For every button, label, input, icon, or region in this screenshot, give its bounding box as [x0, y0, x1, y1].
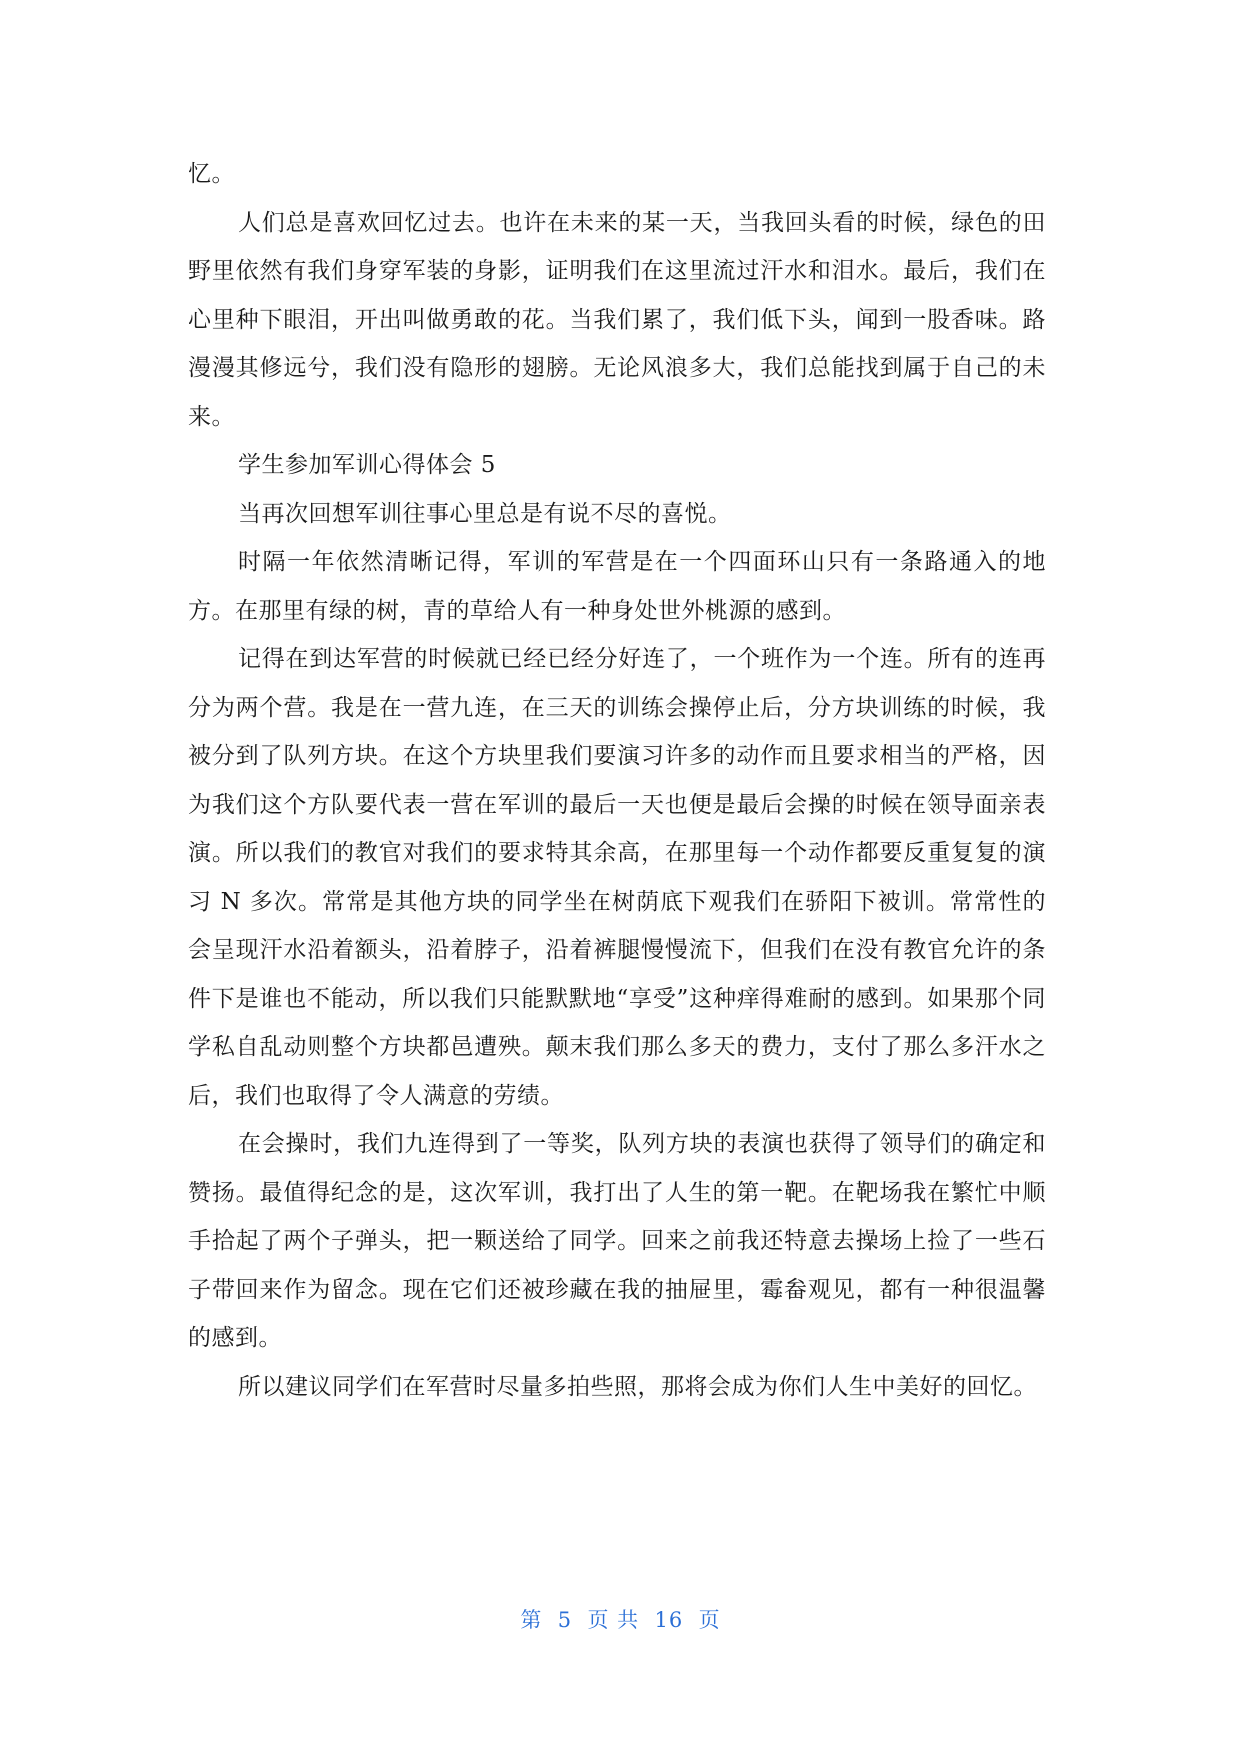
paragraph-recall-past: 人们总是喜欢回忆过去。也许在未来的某一天，当我回头看的时候，绿色的田野里依然有我们身穿军装的身影，证明我们在这里流过汗水和泪水。最后，我们在心里种下眼泪，开出叫做勇敢的花。当我们累了，我们低下头，闻到一股香味。路漫漫其修远兮，我们没有隐形的翅膀。无论风浪多大，我们总能找到属于自己的未来。 [188, 209, 1046, 430]
paragraph-award: 在会操时，我们九连得到了一等奖，队列方块的表演也获得了领导们的确定和赞扬。最值得纪念的是，这次军训，我打出了人生的第一靶。在靶场我在繁忙中顺手拾起了两个子弹头，把一颗送给了同学。回来之前我还特意去操场上捡了一些石子带回来作为留念。现在它们还被珍藏在我的抽屉里，霉畚观见，都有一种很温馨的感到。 [188, 1131, 1046, 1351]
section-heading: 学生参加军训心得体会 5 [238, 452, 496, 478]
paragraph-camp-location: 时隔一年依然清晰记得，军训的军营是在一个四面环山只有一条路通入的地方。在那里有绿的树，青的草给人有一种身处世外桃源的感到。 [188, 549, 1046, 624]
paragraph-training: 记得在到达军营的时候就已经已经分好连了，一个班作为一个连。所有的连再分为两个营。我是在一营九连，在三天的训练会操停止后，分方块训练的时候，我被分到了队列方块。在这个方块里我们要演习许多的动作而且要求相当的严格，因为我们这个方队要代表一营在军训的最后一天也便是最后会操的时候在领导面亲表演。所以我们的教官对我们的要求特其余高，在那里每一个动作都要反重复复的演习 N 多次。常常是其他方块的同学坐在树荫底下观我们在骄阳下被训。常常性的会呈现汗水沿着额头，沿着脖子，沿着裤腿慢慢流下，但我们在没有教官允许的条件下是谁也不能动，所以我们只能默默地“享受”这种痒得难耐的感到。如果那个同学私自乱动则整个方块都邑遭殃。颠末我们那么多天的费力，支付了那么多汗水之后，我们也取得了令人满意的劳绩。 [188, 646, 1046, 1109]
paragraph-intro: 当再次回想军训往事心里总是有说不尽的喜悦。 [238, 500, 732, 527]
document-body [188, 150, 1046, 1411]
paragraph-continuation: 忆。 [188, 161, 235, 187]
page-number-footer: 第 5 页 共 16 页 [520, 1608, 721, 1632]
paragraph-advice: 所以建议同学们在军营时尽量多拍些照，那将会成为你们人生中美好的回忆。 [238, 1373, 1037, 1400]
